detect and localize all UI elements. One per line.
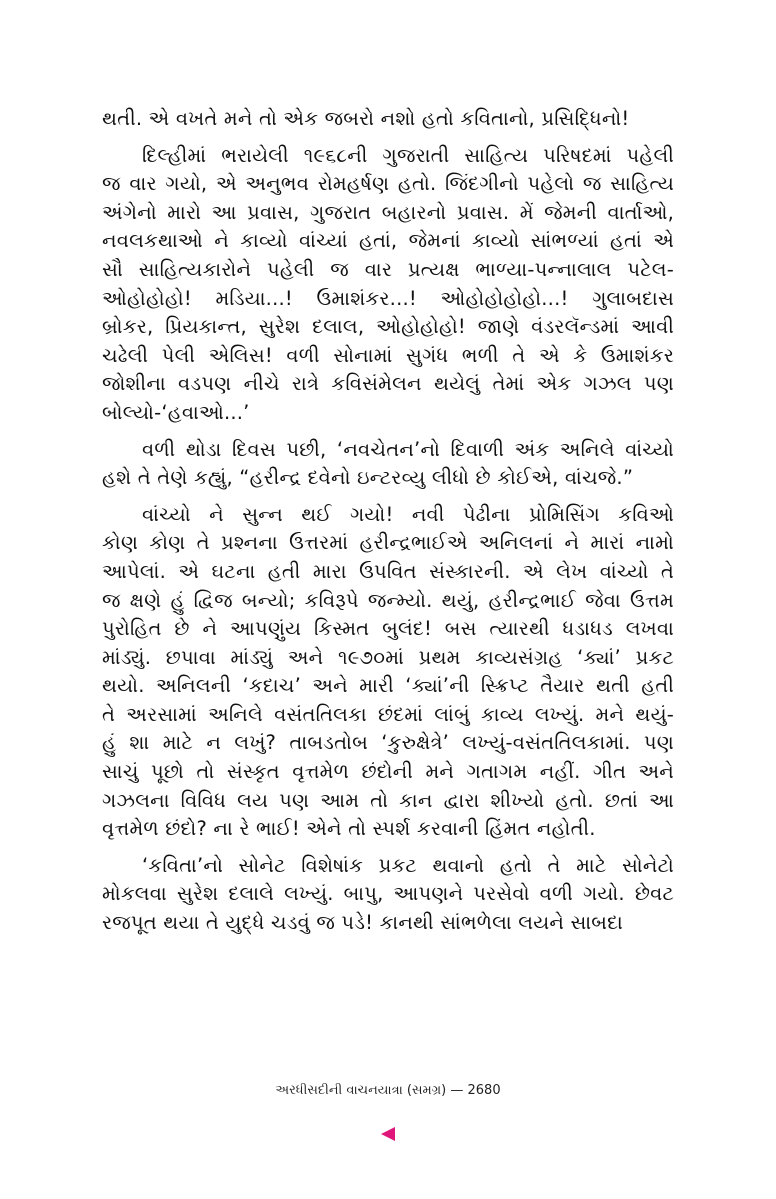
text-line: ગઝલના વિવિધ લય પણ આમ તો કાન દ્વારા શીખ્યો હતો. છતાં આ bbox=[102, 788, 674, 812]
text-line: દિલ્હીમાં ભરાયેલી ૧૯૬૮ની ગુજરાતી સાહિત્ય પરિષદમાં પહેલી bbox=[142, 143, 674, 167]
text-line: થયો. અનિલની ‘કદાચ’ અને મારી ‘ક્યાં’ની સ્ક્રિપ્ટ તૈયાર થતી હતી bbox=[102, 674, 674, 698]
text-line: જ ક્ષણે હું દ્વિજ બન્યો; કવિરૂપે જન્મ્યો. થયું, હરીન્દ્રભાઈ જેવા ઉત્તમ bbox=[102, 588, 674, 612]
body-text bbox=[102, 105, 674, 938]
paragraph-gap bbox=[102, 428, 674, 436]
text-line: નવલકથાઓ ને કાવ્યો વાંચ્યાં હતાં, જેમનાં કાવ્યો સાંભળ્યાં હતાં એ bbox=[102, 229, 674, 253]
footer-page-number: 2680 bbox=[467, 1083, 501, 1098]
paragraph-gap bbox=[102, 844, 674, 852]
paragraph bbox=[102, 852, 674, 938]
text-line: ‘કવિતા’નો સોનેટ વિશેષાંક પ્રકટ થવાનો હતો તે માટે સોનેટો bbox=[142, 853, 674, 877]
text-line: અંગેનો મારો આ પ્રવાસ, ગુજરાત બહારનો પ્રવાસ. મેં જેમની વાર્તાઓ, bbox=[102, 200, 674, 224]
text-line: મોકલવા સુરેશ દલાલે લખ્યું. બાપુ, આપણને પરસેવો વળી ગયો. છેવટ bbox=[102, 882, 674, 906]
text-line: હશે તે તેણે કહ્યું, “હરીન્દ્ર દવેનો ઇન્ટરવ્યુ લીધો છે કોઈએ, વાંચજે.” bbox=[102, 466, 634, 490]
text-line: કોણ કોણ તે પ્રશ્નના ઉત્તરમાં હરીન્દ્રભાઈએ અનિલનાં ને મારાં નામો bbox=[102, 531, 674, 555]
left-triangle-icon bbox=[378, 1124, 398, 1144]
text-line: જોશીના વડપણ નીચે રાત્રે કવિસંમેલન થયેલું તેમાં એક ગઝલ પણ bbox=[102, 372, 674, 396]
text-line: પુરોહિત છે ને આપણુંય કિસ્મત બુલંદ! બસ ત્યારથી ધડાધડ લખવા bbox=[102, 617, 674, 641]
footer-separator: — bbox=[450, 1083, 464, 1098]
text-line: હું શા માટે ન લખું? તાબડતોબ ‘કુરુક્ષેત્રે’ લખ્યું-વસંતતિલકામાં. પણ bbox=[102, 731, 674, 755]
text-line: ઓહોહોહો! મડિયા...! ઉમાશંકર...! ઓહોહોહોહો...! ગુલાબદાસ bbox=[102, 286, 674, 310]
text-line: તે અરસામાં અનિલે વસંતતિલકા છંદમાં લાંબું કાવ્ય લખ્યું. મને થયું- bbox=[102, 702, 674, 726]
text-line: માંડ્યું. છપાવા માંડ્યું અને ૧૯૭૦માં પ્રથમ કાવ્યસંગ્રહ ‘ક્યાં’ પ્રકટ bbox=[102, 645, 674, 669]
paragraph-gap bbox=[102, 493, 674, 501]
text-line: જ વાર ગયો, એ અનુભવ રોમહર્ષણ હતો. જિંદગીનો પહેલો જ સાહિત્ય bbox=[102, 172, 674, 196]
text-line: આપેલાં. એ ઘટના હતી મારા ઉપવિત સંસ્કારની. એ લેખ વાંચ્યો તે bbox=[102, 559, 674, 583]
text-line: વાંચ્યો ને સુન્ન થઈ ગયો! નવી પેઢીના પ્રોમિસિંગ કવિઓ bbox=[142, 502, 674, 526]
text-line: રજપૂત થયા તે યુદ્ધે ચડવું જ પડે! કાનથી સાંભળેલા લયને સાબદા bbox=[102, 911, 624, 935]
text-line: સૌ સાહિત્યકારોને પહેલી જ વાર પ્રત્યક્ષ ભાળ્યા-પન્નાલાલ પટેલ- bbox=[102, 257, 674, 281]
text-line: સાચું પૂછો તો સંસ્કૃત વૃત્તમેળ છંદોની મને ગતાગમ નહીં. ગીત અને bbox=[102, 760, 674, 784]
text-line: ચઢેલી પેલી એલિસ! વળી સોનામાં સુગંધ ભળી તે એ કે ઉમાશંકર bbox=[102, 343, 674, 367]
paragraph bbox=[102, 501, 674, 844]
paragraph bbox=[102, 105, 674, 134]
text-line: બ્રોકર, પ્રિયકાન્ત, સુરેશ દલાલ, ઓહોહોહો! જાણે વંડરલૅન્ડમાં આવી bbox=[102, 315, 674, 339]
paragraph-gap bbox=[102, 134, 674, 142]
paragraph bbox=[102, 142, 674, 428]
page-footer bbox=[0, 1083, 776, 1098]
paragraph bbox=[102, 436, 674, 493]
previous-page-button[interactable] bbox=[378, 1124, 398, 1144]
text-line: બોલ્યો-‘હવાઓ...’ bbox=[102, 400, 250, 424]
text-line: વળી થોડા દિવસ પછી, ‘નવચેતન’નો દિવાળી અંક અનિલે વાંચ્યો bbox=[142, 437, 674, 461]
footer-book-title: અરધીસદીની વાચનયાત્રા (સમગ્ર) bbox=[275, 1083, 447, 1098]
text-line: વૃત્તમેળ છંદો? ના રે ભાઈ! એને તો સ્પર્શ કરવાની હિંમત નહોતી. bbox=[102, 817, 596, 841]
text-line: થતી. એ વખતે મને તો એક જબરો નશો હતો કવિતાનો, પ્રસિદ્ધિનો! bbox=[102, 107, 630, 130]
